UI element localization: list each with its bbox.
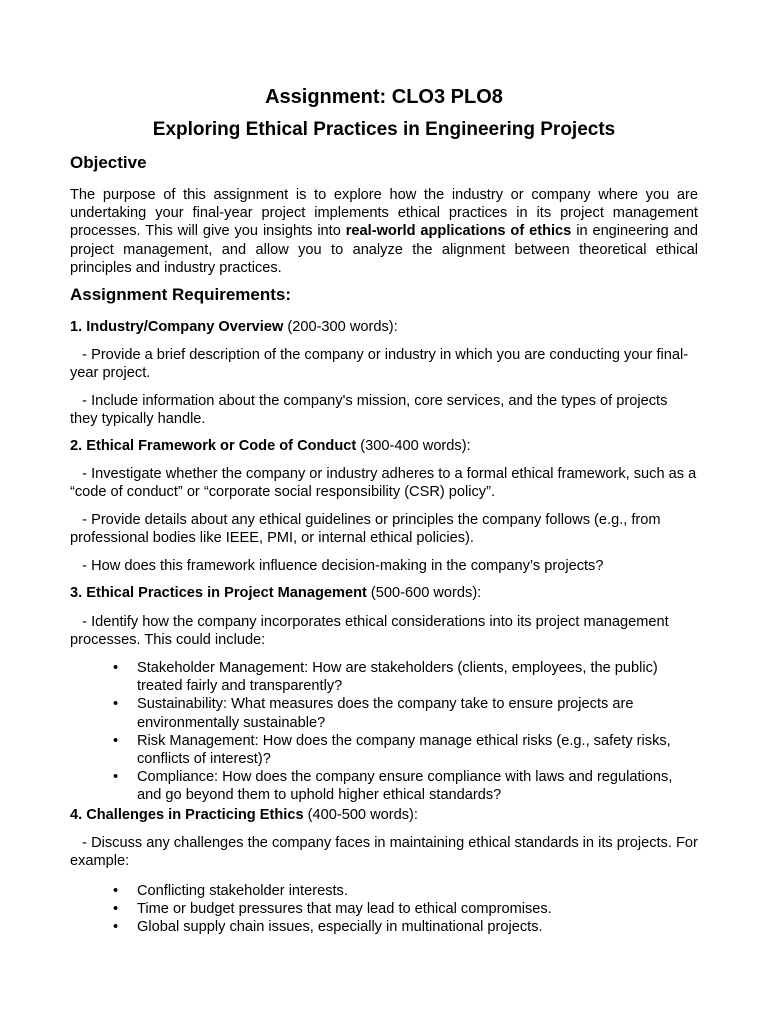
bullet-icon: • [113,919,119,936]
bullet-icon: • [113,769,119,786]
section-4-paragraph-1: - Discuss any challenges the company faces in maintaining ethical standards in its projects. For example: [70,835,702,870]
document-title: Assignment: CLO3 PLO8 [265,86,503,108]
section-2-heading [70,437,698,455]
list-item-text: Global supply chain issues, especially in multinational projects. [137,919,543,936]
bullet-icon: • [113,660,119,676]
bullet-icon: • [113,732,119,749]
section-3-heading [70,584,698,602]
objective-paragraph [70,186,698,277]
section-2-title: 2. Ethical Framework or Code of Conduct [70,438,357,454]
objective-text-2: in engineering and project management, and allow you to analyze the alignment between theoretical ethical principles and industry practices. [70,223,698,276]
section-4-heading [70,806,698,824]
objective-text-1: The purpose of this assignment is to explore how the industry or company where you are undertaking your final-year project implements ethical practices in its project management processes. This will give you insights into [70,187,698,240]
bullet-icon: • [113,696,119,713]
bullet-icon: • [113,901,119,918]
list-item-text: Stakeholder Management: How are stakeholders (clients, employees, the public) treated fairly and transparently? [137,660,658,695]
list-item [70,882,698,900]
section-4-bullet-list [70,882,698,937]
section-3-paragraph-1: - Identify how the company incorporates ethical considerations into its project management processes. This could include: [70,614,673,649]
list-item [70,659,698,695]
section-1-paragraph-2: - Include information about the company's mission, core services, and the types of projects they typically handle. [70,393,672,428]
section-2-paragraph-1: - Investigate whether the company or industry adheres to a formal ethical framework, such as a “code of conduct” or “corporate social responsibility (CSR) policy”. [70,466,701,501]
list-item-text: Sustainability: What measures does the company take to ensure projects are environmentally sustainable? [137,696,634,731]
section-4-word-count: (400-500 words): [303,807,418,823]
list-item-text: Compliance: How does the company ensure compliance with laws and regulations, and go beyond them to uphold higher ethical standards? [137,769,673,804]
list-item [70,900,698,918]
section-1-heading [70,318,698,336]
section-2-word-count: (300-400 words): [356,438,471,454]
document-subtitle: Exploring Ethical Practices in Engineering Projects [152,119,616,140]
requirements-heading: Assignment Requirements: [70,285,292,304]
section-1-title: 1. Industry/Company Overview [70,319,284,335]
section-2-paragraph-3: - How does this framework influence decision-making in the company’s projects? [70,558,604,574]
list-item-text: Risk Management: How does the company manage ethical risks (e.g., safety risks, conflicts of interest)? [137,732,671,768]
list-item [70,768,698,804]
objective-bold-text: real-world applications of ethics [345,223,572,240]
section-3-title: 3. Ethical Practices in Project Management [70,585,367,601]
section-3-word-count: (500-600 words): [366,585,482,601]
section-1-paragraph-1: - Provide a brief description of the company or industry in which you are conducting your final-year project. [70,347,689,382]
list-item [70,732,698,768]
section-2-paragraph-2: - Provide details about any ethical guidelines or principles the company follows (e.g., from professional bodies like IEEE, PMI, or internal ethical policies). [70,512,665,547]
objective-heading: Objective [70,153,147,172]
bullet-icon: • [113,883,119,899]
list-item [70,918,698,936]
section-3-bullet-list [70,659,698,805]
list-item [70,695,698,731]
list-item-text: Time or budget pressures that may lead to ethical compromises. [137,901,552,918]
list-item-text: Conflicting stakeholder interests. [137,883,348,899]
section-1-word-count: (200-300 words): [283,319,398,335]
section-4-title: 4. Challenges in Practicing Ethics [70,807,304,823]
